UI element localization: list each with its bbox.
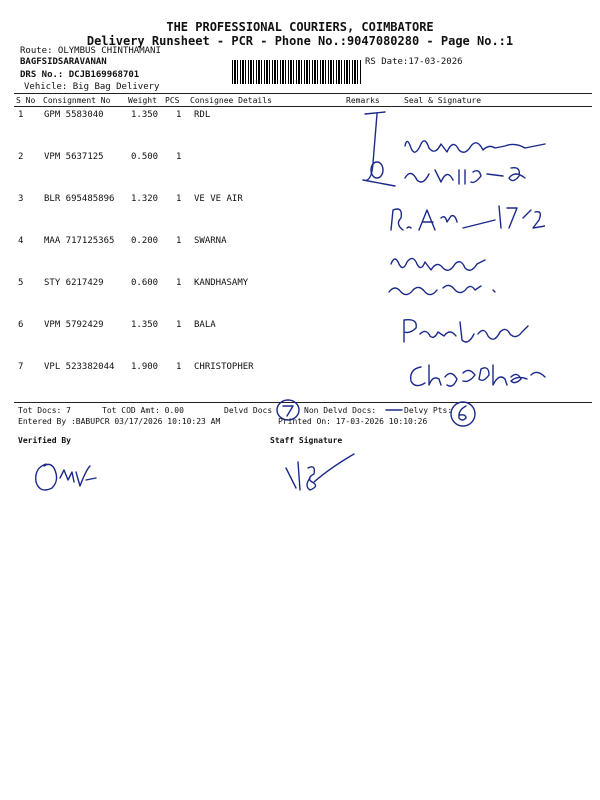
row-sno: 6 <box>18 320 24 330</box>
delvy-pts-label: Delvy Pts: <box>404 406 453 415</box>
printed-on: Printed On: 17-03-2026 10:10:26 <box>278 417 428 426</box>
vehicle-label: Vehicle: Big Bag Delivery <box>24 82 160 92</box>
row-consignee: KANDHASAMY <box>194 278 249 288</box>
row-pcs: 1 <box>176 236 182 246</box>
row-consignee: BALA <box>194 320 216 330</box>
row-pcs: 1 <box>176 110 182 120</box>
row-consignee: CHRISTOPHER <box>194 362 254 372</box>
row-consignment: VPM 5792429 <box>44 320 104 330</box>
row-consignment: STY 6217429 <box>44 278 104 288</box>
header-top-rule <box>14 93 592 94</box>
row-pcs: 1 <box>176 278 182 288</box>
col-consignee: Consignee Details <box>190 96 272 105</box>
col-consignment: Consignment No <box>43 96 111 105</box>
tot-cod-amt: Tot COD Amt: 0.00 <box>102 406 184 415</box>
col-remarks: Remarks <box>346 96 380 105</box>
tot-docs: Tot Docs: 7 <box>18 406 71 415</box>
runsheet-subtitle: Delivery Runsheet - PCR - Phone No.:9047080280 - Page No.:1 <box>86 34 514 48</box>
handwritten-signature-row7 <box>405 355 550 395</box>
row-weight: 1.320 <box>131 194 159 204</box>
verifier-signature <box>30 450 110 500</box>
staff-signature-label: Staff Signature <box>270 436 343 445</box>
handwritten-signature-row3 <box>385 200 545 240</box>
row-weight: 1.350 <box>131 110 159 120</box>
entered-by: Entered By :BABUPCR 03/17/2026 10:10:23 AM <box>18 417 221 426</box>
table-row <box>0 278 600 296</box>
company-title: THE PROFESSIONAL COURIERS, COIMBATORE <box>166 20 434 34</box>
row-weight: 0.500 <box>131 152 159 162</box>
row-pcs: 1 <box>176 194 182 204</box>
row-weight: 0.200 <box>131 236 159 246</box>
totals-top-rule <box>14 402 592 403</box>
route-label: Route: OLYMBUS CHINTHAMANI <box>20 46 161 56</box>
row-sno: 5 <box>18 278 24 288</box>
non-delvd-dash <box>384 405 406 413</box>
row-pcs: 1 <box>176 320 182 330</box>
handwritten-signature-row6 <box>398 312 538 348</box>
rs-date: RS Date:17-03-2026 <box>365 57 463 67</box>
row-consignment: VPM 5637125 <box>44 152 104 162</box>
delvy-pts-circle <box>448 400 478 428</box>
row-consignment: MAA 717125365 <box>44 236 115 246</box>
delvd-docs-label: Delvd Docs <box>224 406 273 415</box>
staff-name: BAGFSIDSARAVANAN <box>20 57 107 67</box>
row-consignment: VPL 523382044 <box>44 362 115 372</box>
drs-number: DRS No.: DCJB169968701 <box>20 70 140 80</box>
row-weight: 1.350 <box>131 320 159 330</box>
header-bottom-rule <box>14 106 592 107</box>
row-consignee: SWARNA <box>194 236 227 246</box>
non-delvd-docs-label: Non Delvd Docs: <box>304 406 377 415</box>
row-weight: 1.900 <box>131 362 159 372</box>
handwritten-signature-row4-5 <box>385 250 505 310</box>
row-sno: 1 <box>18 110 24 120</box>
handwritten-signature-row1 <box>355 108 555 198</box>
row-consignment: GPM 5583040 <box>44 110 104 120</box>
row-sno: 3 <box>18 194 24 204</box>
row-sno: 4 <box>18 236 24 246</box>
row-sno: 2 <box>18 152 24 162</box>
col-pcs: PCS <box>165 96 180 105</box>
row-pcs: 1 <box>176 152 182 162</box>
col-sno: S No <box>16 96 36 105</box>
row-consignee: VE VE AIR <box>194 194 243 204</box>
row-weight: 0.600 <box>131 278 159 288</box>
col-weight: Weight <box>128 96 157 105</box>
verified-by-label: Verified By <box>18 436 71 445</box>
row-sno: 7 <box>18 362 24 372</box>
row-consignment: BLR 695485896 <box>44 194 115 204</box>
col-seal: Seal & Signature <box>404 96 482 105</box>
row-pcs: 1 <box>176 362 182 372</box>
barcode-image <box>232 60 362 84</box>
row-consignee: RDL <box>194 110 211 120</box>
staff-signature <box>280 446 360 496</box>
